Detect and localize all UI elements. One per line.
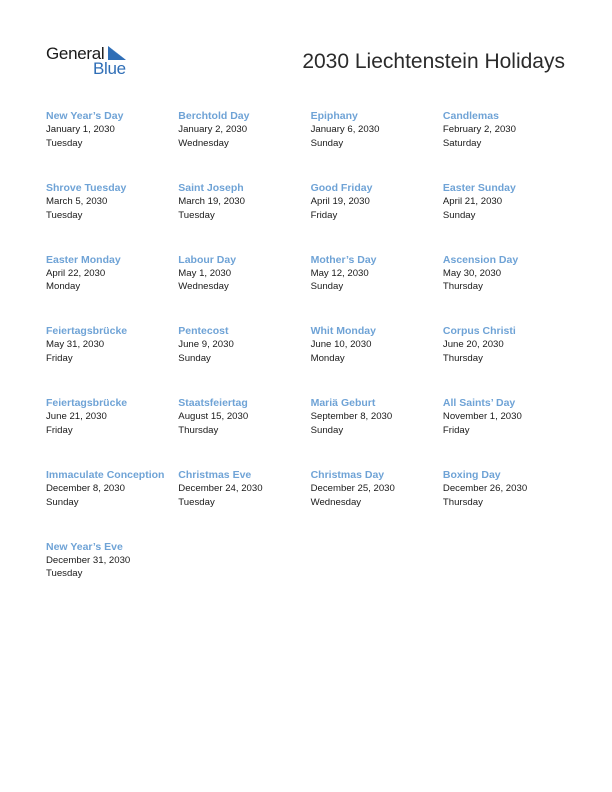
holiday-date: April 21, 2030 <box>442 195 503 207</box>
holiday-date: April 19, 2030 <box>310 195 370 207</box>
holiday-weekday: Thursday <box>442 496 483 508</box>
holiday-entry <box>46 468 178 540</box>
holiday-weekday: Sunday <box>310 281 344 293</box>
holiday-entry <box>46 109 178 181</box>
holiday-date: February 2, 2030 <box>442 124 516 135</box>
holiday-weekday: Friday <box>442 424 470 436</box>
holiday-date: May 12, 2030 <box>310 267 369 279</box>
holiday-weekday: Tuesday <box>178 496 215 508</box>
holiday-weekday: Tuesday <box>46 209 83 221</box>
holiday-date: March 19, 2030 <box>178 195 245 207</box>
holiday-name: All Saints’ Day <box>442 397 516 410</box>
holiday-entry <box>311 468 443 540</box>
holiday-name: New Year’s Day <box>46 110 124 122</box>
holiday-entry <box>178 109 310 181</box>
holiday-date: January 6, 2030 <box>310 124 380 135</box>
holiday-entry <box>46 253 178 325</box>
holiday-entry <box>443 324 575 396</box>
holiday-date: June 20, 2030 <box>442 339 504 351</box>
holiday-name: Candlemas <box>442 110 499 122</box>
holiday-entry <box>443 253 575 325</box>
holiday-date: June 10, 2030 <box>310 339 372 351</box>
logo-word-general: General <box>46 44 105 63</box>
holiday-date: January 1, 2030 <box>46 124 115 135</box>
holiday-weekday: Friday <box>46 353 73 365</box>
holiday-name: New Year’s Eve <box>46 540 123 553</box>
logo <box>46 44 136 80</box>
holiday-date: December 8, 2030 <box>46 482 125 494</box>
holiday-date: December 31, 2030 <box>46 554 131 566</box>
holiday-entry <box>46 181 178 253</box>
holiday-name: Mother’s Day <box>310 253 377 266</box>
holiday-date: March 5, 2030 <box>46 195 108 207</box>
holiday-name: Saint Joseph <box>178 181 244 194</box>
holiday-weekday: Monday <box>310 353 345 365</box>
holiday-weekday: Thursday <box>442 281 483 293</box>
holiday-entry <box>311 109 443 181</box>
holiday-name: Labour Day <box>178 253 237 266</box>
holiday-name: Mariä Geburt <box>310 397 376 410</box>
logo-word-blue: Blue <box>93 59 126 78</box>
holiday-date: November 1, 2030 <box>442 411 522 423</box>
holiday-weekday: Friday <box>46 424 73 436</box>
holiday-grid <box>46 109 586 612</box>
holiday-name: Feiertagsbrücke <box>46 325 128 338</box>
holiday-date: April 22, 2030 <box>46 267 106 279</box>
holiday-entry <box>178 396 310 468</box>
holiday-weekday: Sunday <box>46 496 79 508</box>
holiday-weekday: Tuesday <box>46 568 83 580</box>
holiday-entry <box>46 540 178 612</box>
holiday-weekday: Friday <box>310 209 338 221</box>
holiday-name: Staatsfeiertag <box>178 397 248 410</box>
page-title: 2030 Liechtenstein Holidays <box>302 50 565 73</box>
holiday-name: Berchtold Day <box>178 110 250 122</box>
holiday-weekday: Wednesday <box>178 137 229 149</box>
holiday-weekday: Wednesday <box>178 281 229 293</box>
holiday-weekday: Sunday <box>310 137 344 149</box>
holiday-weekday: Tuesday <box>178 209 215 221</box>
holiday-entry <box>443 396 575 468</box>
holiday-date: December 24, 2030 <box>178 482 263 494</box>
holiday-weekday: Sunday <box>310 424 344 436</box>
holiday-entry <box>178 324 310 396</box>
holiday-name: Good Friday <box>310 181 373 194</box>
holiday-date: January 2, 2030 <box>178 124 248 135</box>
holiday-name: Boxing Day <box>442 468 501 481</box>
holiday-weekday: Thursday <box>442 353 483 365</box>
holiday-name: Corpus Christi <box>442 325 516 338</box>
holiday-date: May 1, 2030 <box>178 267 232 279</box>
holiday-entry <box>311 181 443 253</box>
holiday-weekday: Sunday <box>442 209 476 221</box>
holiday-entry <box>178 253 310 325</box>
holiday-name: Easter Monday <box>46 253 121 266</box>
holiday-entry <box>443 468 575 540</box>
holiday-name: Feiertagsbrücke <box>46 397 128 410</box>
holiday-weekday: Sunday <box>178 353 211 365</box>
holiday-date: December 26, 2030 <box>442 482 528 494</box>
holiday-date: September 8, 2030 <box>310 411 393 423</box>
holiday-name: Easter Sunday <box>442 181 516 194</box>
holiday-name: Ascension Day <box>442 253 519 266</box>
holiday-entry <box>443 109 575 181</box>
holiday-name: Whit Monday <box>310 325 376 338</box>
holiday-weekday: Thursday <box>178 424 219 436</box>
holiday-entry <box>178 468 310 540</box>
holiday-date: June 21, 2030 <box>46 411 107 423</box>
holiday-entry <box>46 396 178 468</box>
holiday-entry <box>311 253 443 325</box>
holiday-entry <box>46 324 178 396</box>
holiday-name: Christmas Day <box>310 468 385 481</box>
holiday-date: August 15, 2030 <box>178 411 249 423</box>
holiday-entry <box>311 396 443 468</box>
holiday-name: Pentecost <box>178 325 229 338</box>
holiday-date: December 25, 2030 <box>310 482 395 494</box>
holiday-date: May 31, 2030 <box>46 339 105 351</box>
holiday-name: Christmas Eve <box>178 468 252 481</box>
holiday-entry <box>311 324 443 396</box>
holiday-name: Immaculate Conception <box>46 468 165 481</box>
holiday-name: Epiphany <box>310 110 358 122</box>
holiday-date: May 30, 2030 <box>442 267 502 279</box>
holiday-weekday: Monday <box>46 281 81 293</box>
holiday-weekday: Tuesday <box>46 137 83 149</box>
holiday-name: Shrove Tuesday <box>46 181 127 194</box>
holiday-entry <box>178 181 310 253</box>
holiday-entry <box>443 181 575 253</box>
holiday-weekday: Wednesday <box>310 496 362 508</box>
holiday-date: June 9, 2030 <box>178 339 234 351</box>
holiday-weekday: Saturday <box>442 137 482 149</box>
